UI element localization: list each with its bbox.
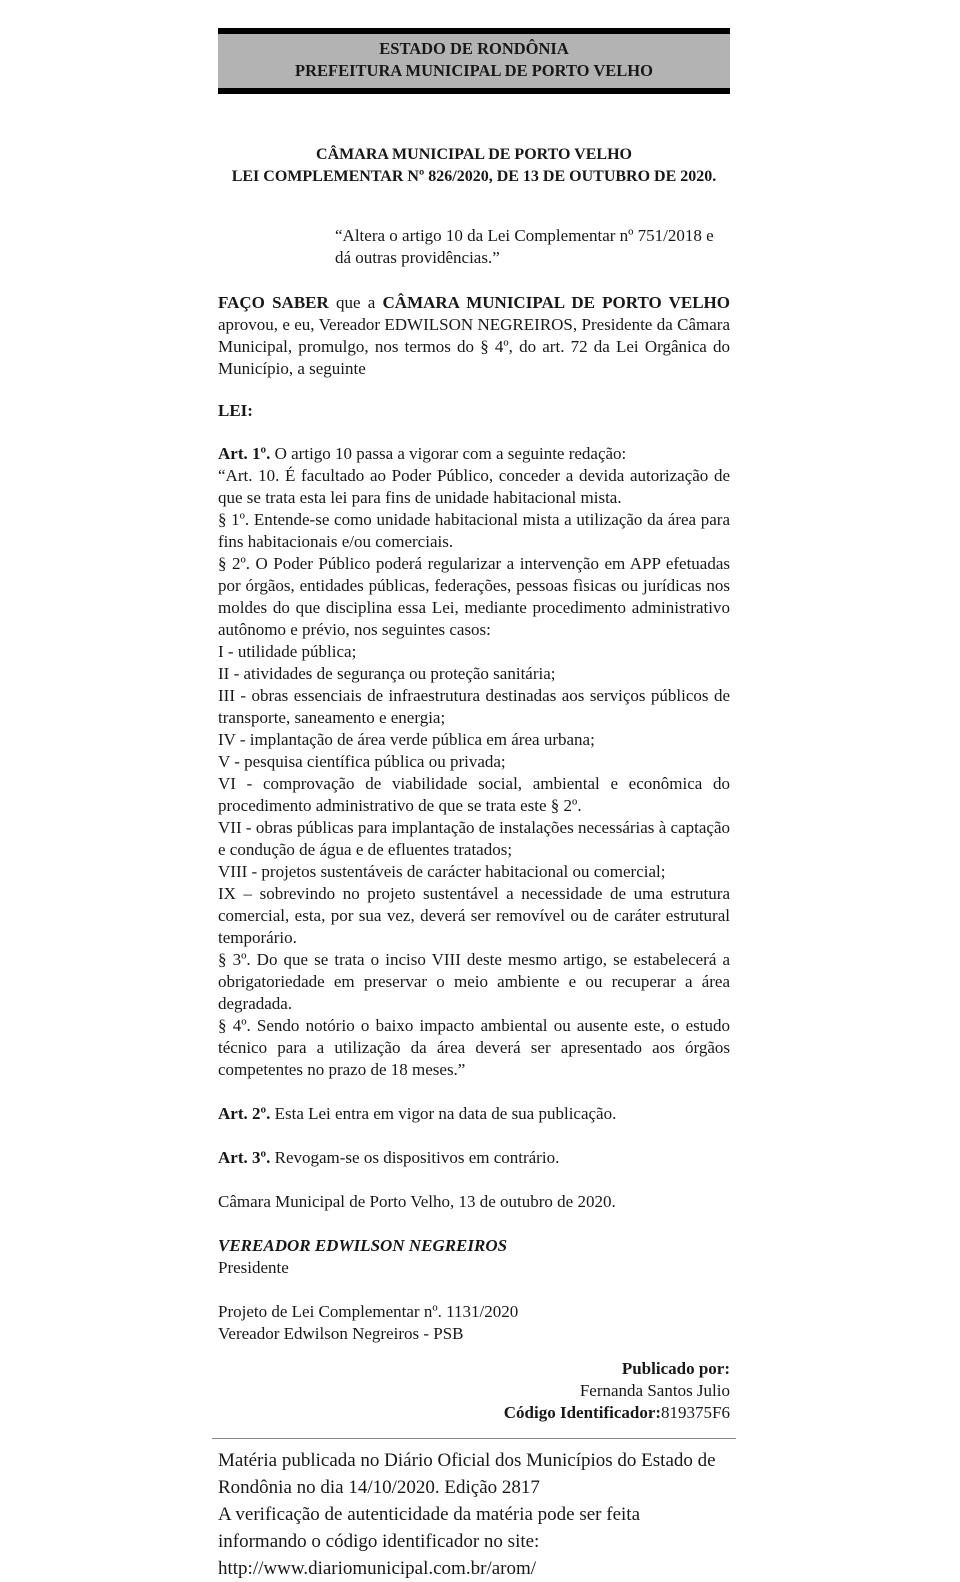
project-author: Vereador Edwilson Negreiros - PSB	[218, 1324, 464, 1343]
publication-block	[218, 1358, 730, 1424]
law-text-line: § 3º. Do que se trata o inciso VIII deste mesmo artigo, se estabelecerá a obrigatoriedade em preservar o meio ambiente e ou recuperar a área degradada.	[218, 950, 730, 1013]
preamble-faco-saber: FAÇO SABER	[218, 293, 329, 312]
published-by-name: Fernanda Santos Julio	[579, 1381, 730, 1400]
article-3-text: Revogam-se os dispositivos em contrário.	[270, 1148, 560, 1167]
signature-role: Presidente	[218, 1258, 289, 1277]
article-2-label: Art. 2º.	[218, 1104, 271, 1123]
preamble-text-2: aprovou, e eu, Vereador EDWILSON NEGREIROS, Presidente da Câmara Municipal, promulgo, nos termos do § 4º, do art. 72 da Lei Orgânica do Município, a seguinte	[218, 315, 730, 378]
identifier-label: Código Identificador:	[503, 1403, 662, 1422]
preamble-text-1: que a	[328, 293, 383, 312]
law-text-line: II - atividades de segurança ou proteção sanitária;	[218, 664, 556, 683]
footer-publication-info: Matéria publicada no Diário Oficial dos Municípios do Estado de Rondônia no dia 14/10/2020. Edição 2817	[218, 1450, 716, 1498]
law-text-line: I - utilidade pública;	[218, 642, 357, 661]
law-text-line: § 4º. Sendo notório o baixo impacto ambiental ou ausente este, o estudo técnico para a utilização da área deverá ser apresentado aos órgãos competentes no prazo de 18 meses.”	[218, 1016, 730, 1079]
epigraph: “Altera o artigo 10 da Lei Complementar nº 751/2018 e dá outras providências.”	[335, 226, 714, 267]
law-text-line: § 2º. O Poder Público poderá regularizar a intervenção em APP efetuadas por órgãos, entidades públicas, federações, pessoas fìsicas ou jurídicas nos moldes do que disciplina essa Lei, mediante procedimento administrativo autônomo e prévio, nos seguintes casos:	[218, 554, 730, 639]
law-text-line: IV - implantação de área verde pública em área urbana;	[218, 730, 595, 749]
lei-heading: LEI:	[218, 401, 253, 420]
law-text-line: “Art. 10. É facultado ao Poder Público, conceder a devida autorização de que se trata esta lei para fins de unidade habitacional mista.	[218, 466, 730, 507]
article-3-label: Art. 3º.	[218, 1148, 271, 1167]
law-text-line: VI - comprovação de viabilidade social, ambiental e econômica do procedimento administrativo de que se trata este § 2º.	[218, 774, 730, 815]
law-text-line: IX – sobrevindo no projeto sustentável a necessidade de uma estrutura comercial, esta, por sua vez, deverá ser removível ou de caráter estrutural temporário.	[218, 884, 730, 947]
title-organ: CÂMARA MUNICIPAL DE PORTO VELHO	[316, 146, 632, 163]
document-page	[218, 0, 730, 1582]
signature-name: VEREADOR EDWILSON NEGREIROS	[218, 1236, 508, 1255]
law-text-line: VIII - projetos sustentáveis de carácter habitacional ou comercial;	[218, 862, 666, 881]
letterhead-state: ESTADO DE RONDÔNIA	[379, 39, 569, 58]
letterhead-municipality: PREFEITURA MUNICIPAL DE PORTO VELHO	[295, 61, 653, 80]
project-reference: Projeto de Lei Complementar nº. 1131/2020	[218, 1302, 519, 1321]
identifier-line	[218, 1402, 730, 1424]
identifier-code: 819375F6	[661, 1403, 730, 1422]
dateline: Câmara Municipal de Porto Velho, 13 de outubro de 2020.	[218, 1192, 616, 1211]
letterhead-banner	[218, 28, 730, 94]
footer-divider	[212, 1438, 736, 1439]
article-3	[218, 1147, 730, 1169]
footer-site-url: http://www.diariomunicipal.com.br/arom/	[218, 1558, 537, 1579]
article-1-label: Art. 1º.	[218, 444, 271, 463]
footer-verification-info: A verificação de autenticidade da matéria pode ser feita informando o código identificador no site:	[218, 1504, 640, 1552]
law-text-line: VII - obras públicas para implantação de instalações necessárias à captação e condução de água e de efluentes tratados;	[218, 818, 730, 859]
article-1	[218, 443, 730, 465]
preamble-camara: CÂMARA MUNICIPAL DE PORTO VELHO	[382, 293, 730, 312]
law-text-line: III - obras essenciais de infraestrutura destinadas aos serviços públicos de transporte, saneamento e energia;	[218, 686, 730, 727]
article-2-text: Esta Lei entra em vigor na data de sua publicação.	[270, 1104, 617, 1123]
article-2	[218, 1103, 730, 1125]
preamble-paragraph	[218, 292, 730, 380]
law-text-line: V - pesquisa científica pública ou privada;	[218, 752, 506, 771]
published-by-label: Publicado por:	[621, 1359, 730, 1378]
document-title	[218, 144, 730, 188]
title-law-number: LEI COMPLEMENTAR Nº 826/2020, DE 13 DE OUTUBRO DE 2020.	[231, 168, 717, 185]
article-1-text: O artigo 10 passa a vigorar com a seguinte redação:	[270, 444, 627, 463]
footer-note	[218, 1447, 730, 1582]
law-text-line: § 1º. Entende-se como unidade habitacional mista a utilização da área para fins habitacionais e/ou comerciais.	[218, 510, 730, 551]
